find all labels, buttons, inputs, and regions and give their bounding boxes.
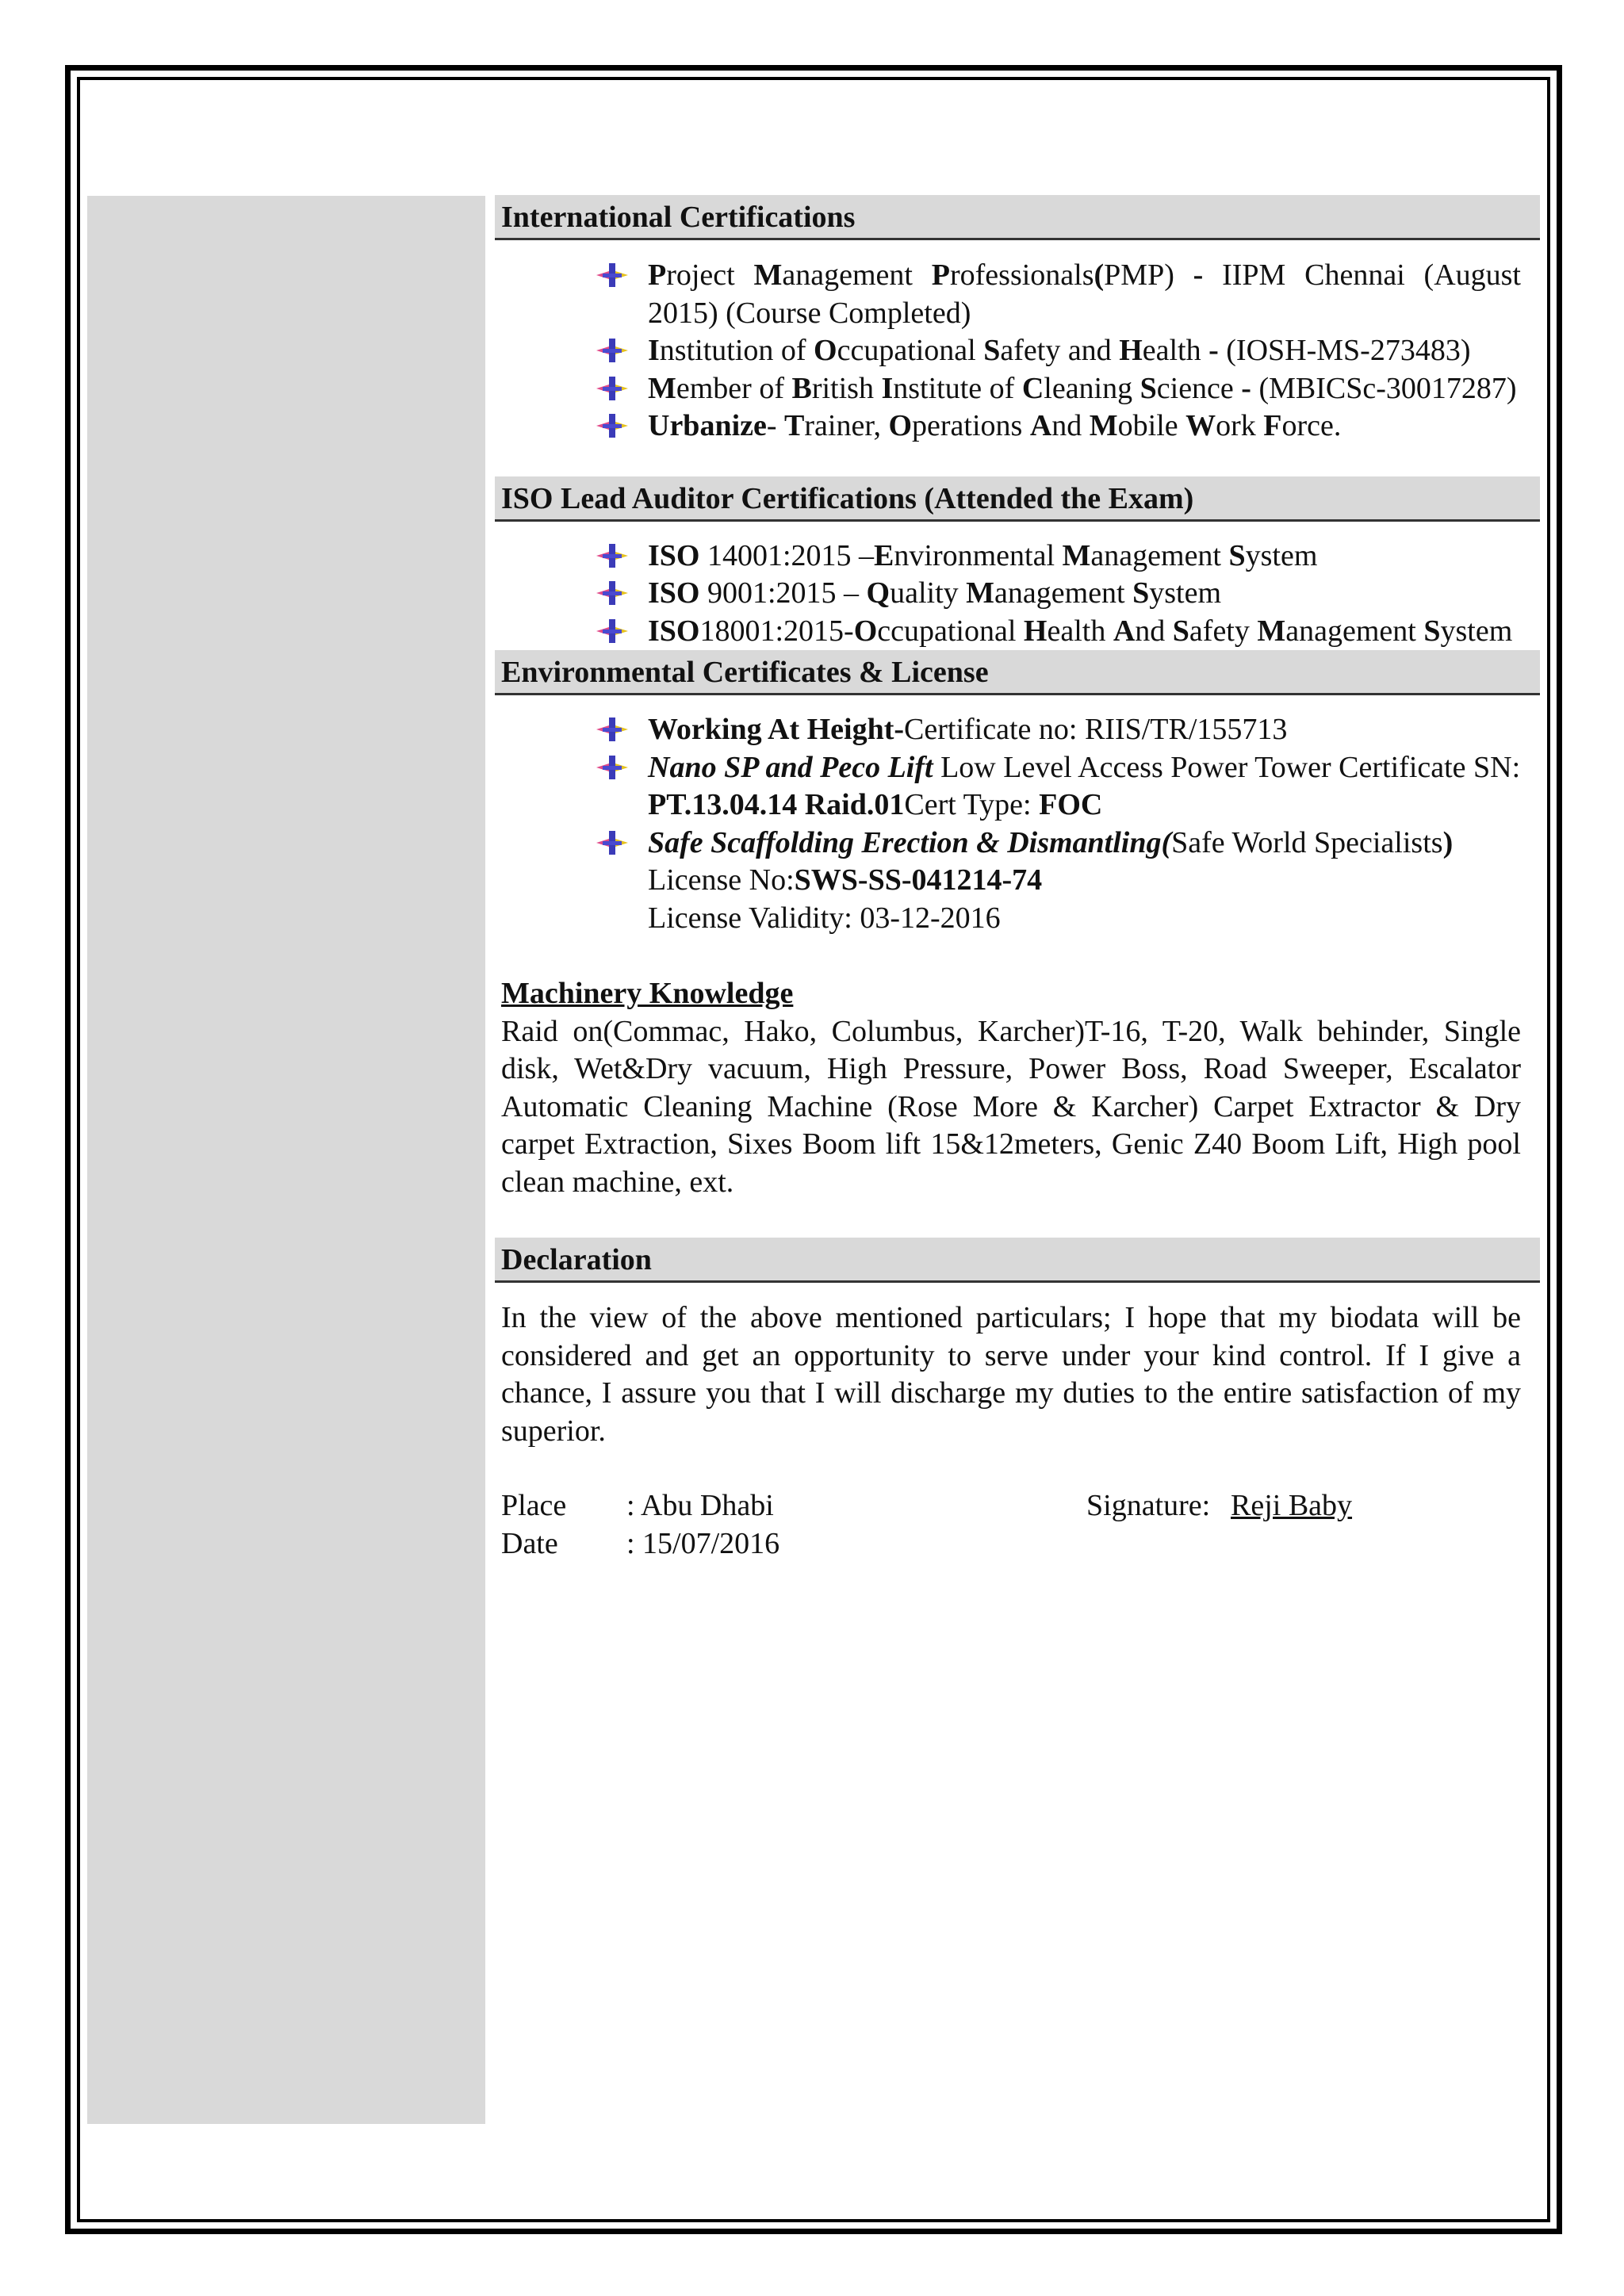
arrow-bullet-icon — [596, 718, 628, 741]
declaration-heading: Declaration — [495, 1238, 1540, 1283]
arrow-bullet-icon — [596, 414, 628, 438]
list-item: Urbanize- Trainer, Operations And Mobile Work Force. — [495, 408, 1540, 446]
list-item: ISO 14001:2015 –Environmental Management System — [495, 538, 1540, 576]
list-item: Member of British Institute of Cleaning Science - (MBICSc-30017287) — [495, 370, 1540, 408]
arrow-bullet-icon — [596, 581, 628, 605]
list-item: Project Management Professionals(PMP) - IIPM Chennai (August 2015) (Course Completed) — [495, 257, 1540, 332]
arrow-bullet-icon — [596, 544, 628, 568]
arrow-bullet-icon — [596, 619, 628, 643]
place-row — [495, 1487, 1540, 1525]
iso-certifications-heading: ISO Lead Auditor Certifications (Attended the Exam) — [495, 476, 1540, 522]
signature-label: Signature: — [1086, 1489, 1211, 1522]
list-item: ISO18001:2015-Occupational Health And Safety Management System — [495, 613, 1540, 651]
arrow-bullet-icon — [596, 339, 628, 362]
arrow-bullet-icon — [596, 756, 628, 779]
left-sidebar — [87, 196, 485, 2124]
arrow-bullet-icon — [596, 263, 628, 287]
iso-certifications-list — [495, 538, 1540, 651]
main-content — [495, 195, 1540, 1563]
signature-value: Reji Baby — [1231, 1489, 1353, 1522]
place-label: Place — [501, 1489, 567, 1522]
list-item: ISO 9001:2015 – Quality Management System — [495, 575, 1540, 613]
list-item: Working At Height-Certificate no: RIIS/TR/155713 — [495, 711, 1540, 749]
environmental-certificates-list — [495, 711, 1540, 937]
list-item: Safe Scaffolding Erection & Dismantling(Safe World Specialists) License No:SWS-SS-041214-74 License Validity: 03-12-2016 — [495, 825, 1540, 938]
machinery-knowledge-heading: Machinery Knowledge — [501, 977, 794, 1010]
date-value: : 15/07/2016 — [626, 1526, 780, 1560]
environmental-certificates-heading: Environmental Certificates & License — [495, 650, 1540, 695]
international-certifications-heading: International Certifications — [495, 195, 1540, 240]
international-certifications-list — [495, 257, 1540, 446]
list-item: Institution of Occupational Safety and Health - (IOSH-MS-273483) — [495, 332, 1540, 370]
machinery-knowledge-text: Raid on(Commac, Hako, Columbus, Karcher)T-16, T-20, Walk behinder, Single disk, Wet&Dry vacuum, High Pressure, Power Boss, Road Sweeper, Escalator Automatic Cleaning Machine (Rose More & Karcher) Carpet Extractor & Dry carpet Extraction, Sixes Boom lift 15&12meters, Genic Z40 Boom Lift, High pool clean machine, ext. — [501, 1014, 1521, 1199]
date-label: Date — [501, 1526, 558, 1560]
place-value: : Abu Dhabi — [626, 1489, 774, 1522]
list-item: Nano SP and Peco Lift Low Level Access Power Tower Certificate SN: PT.13.04.14 Raid.01Cert Type: FOC — [495, 749, 1540, 825]
arrow-bullet-icon — [596, 377, 628, 400]
arrow-bullet-icon — [596, 831, 628, 855]
declaration-text: In the view of the above mentioned particulars; I hope that my biodata will be considered and get an opportunity to serve under your kind control. If I give a chance, I assure you that I will discharge my duties to the entire satisfaction of my superior. — [501, 1301, 1521, 1448]
date-row — [495, 1525, 1540, 1563]
